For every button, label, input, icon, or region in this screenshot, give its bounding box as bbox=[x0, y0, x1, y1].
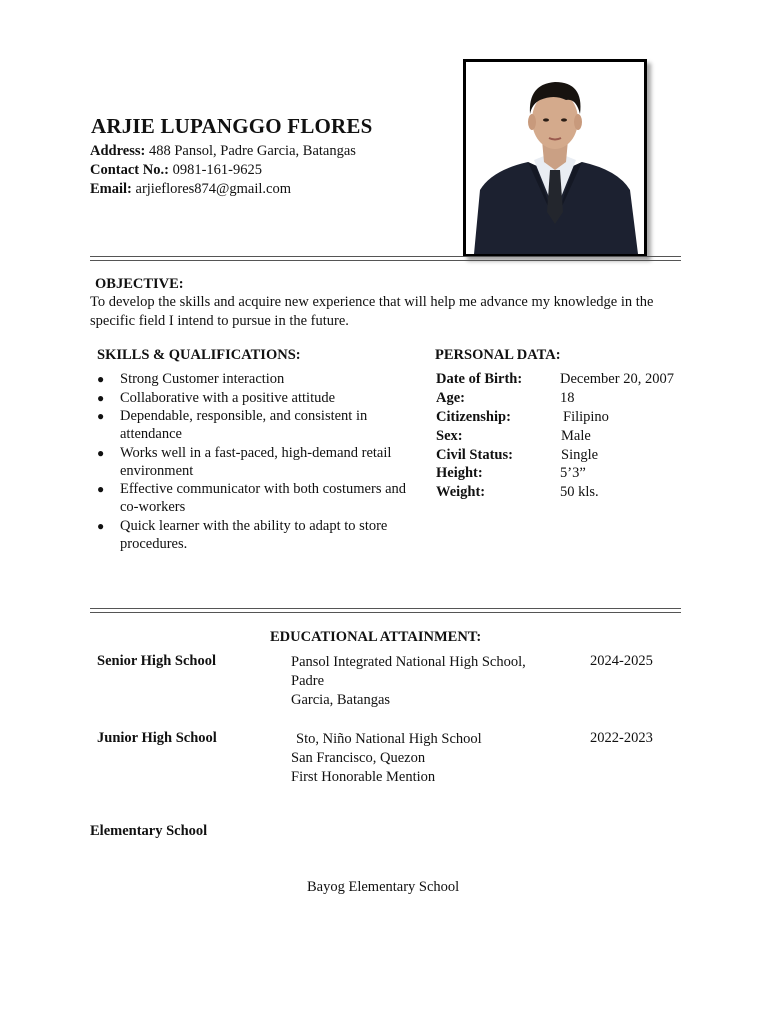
address-label: Address: bbox=[90, 143, 146, 159]
personal-row-civil-status: Civil Status: Single bbox=[436, 447, 599, 463]
list-item: ● Quick learner with the ability to adapt to store procedures. bbox=[97, 517, 388, 552]
bullet-icon: ● bbox=[97, 518, 105, 533]
bullet-icon: ● bbox=[97, 445, 105, 460]
senior-high-school: Pansol Integrated National High School, Padre Garcia, Batangas bbox=[291, 654, 526, 708]
objective-text: To develop the skills and acquire new experience that will help me advance my knowledge in the specific field I intend to pursue in the future. bbox=[90, 294, 654, 329]
junior-high-school: Sto, Niño National High School San Francisco, Quezon First Honorable Mention bbox=[291, 731, 482, 785]
senior-high-year: 2024-2025 bbox=[590, 653, 653, 669]
bullet-icon: ● bbox=[97, 372, 105, 386]
junior-high-year: 2022-2023 bbox=[590, 730, 653, 746]
contact-value: 0981-161-9625 bbox=[172, 162, 262, 178]
list-item: ● Effective communicator with both costumers and co-workers bbox=[97, 481, 407, 515]
skills-heading: SKILLS & QUALIFICATIONS: bbox=[97, 347, 301, 363]
skills-list bbox=[97, 370, 407, 553]
email-value: arjieflores874@gmail.com bbox=[135, 181, 292, 197]
profile-photo bbox=[463, 59, 647, 257]
contact-line bbox=[90, 162, 262, 179]
list-item: ● Dependable, responsible, and consistent in attendance bbox=[97, 408, 368, 442]
objective-heading: OBJECTIVE: bbox=[95, 276, 184, 292]
address-value: 488 Pansol, Padre Garcia, Batangas bbox=[148, 143, 356, 159]
section-divider bbox=[90, 256, 681, 261]
applicant-name: ARJIE LUPANGGO FLORES bbox=[91, 114, 373, 138]
personal-row-weight: Weight: 50 kls. bbox=[436, 484, 599, 500]
personal-row-citizenship: Citizenship: Filipino bbox=[436, 409, 609, 425]
person-photo-icon bbox=[466, 62, 644, 254]
elementary-school: Bayog Elementary School bbox=[307, 879, 460, 895]
address-line bbox=[90, 143, 356, 160]
senior-high-level: Senior High School bbox=[97, 653, 216, 669]
list-item: ● Collaborative with a positive attitude bbox=[97, 389, 336, 406]
bullet-icon: ● bbox=[97, 390, 105, 405]
personal-row-birth: Date of Birth: December 20, 2007 bbox=[436, 371, 674, 387]
list-item: ● Works well in a fast-paced, high-demand retail environment bbox=[97, 444, 392, 479]
bullet-icon: ● bbox=[97, 482, 105, 496]
junior-high-level: Junior High School bbox=[97, 730, 217, 746]
list-item: ● Strong Customer interaction bbox=[97, 371, 285, 387]
elementary-level: Elementary School bbox=[90, 823, 208, 839]
education-heading: EDUCATIONAL ATTAINMENT: bbox=[270, 629, 482, 645]
bullet-icon: ● bbox=[97, 409, 105, 423]
email-label: Email: bbox=[90, 181, 132, 197]
section-divider bbox=[90, 608, 681, 613]
contact-label: Contact No.: bbox=[90, 162, 169, 178]
personal-row-sex: Sex: Male bbox=[436, 428, 591, 444]
email-line bbox=[90, 181, 291, 198]
personal-data-heading: PERSONAL DATA: bbox=[435, 347, 561, 363]
personal-row-height: Height: 5’3” bbox=[436, 465, 586, 481]
personal-row-age: Age: 18 bbox=[436, 390, 575, 406]
